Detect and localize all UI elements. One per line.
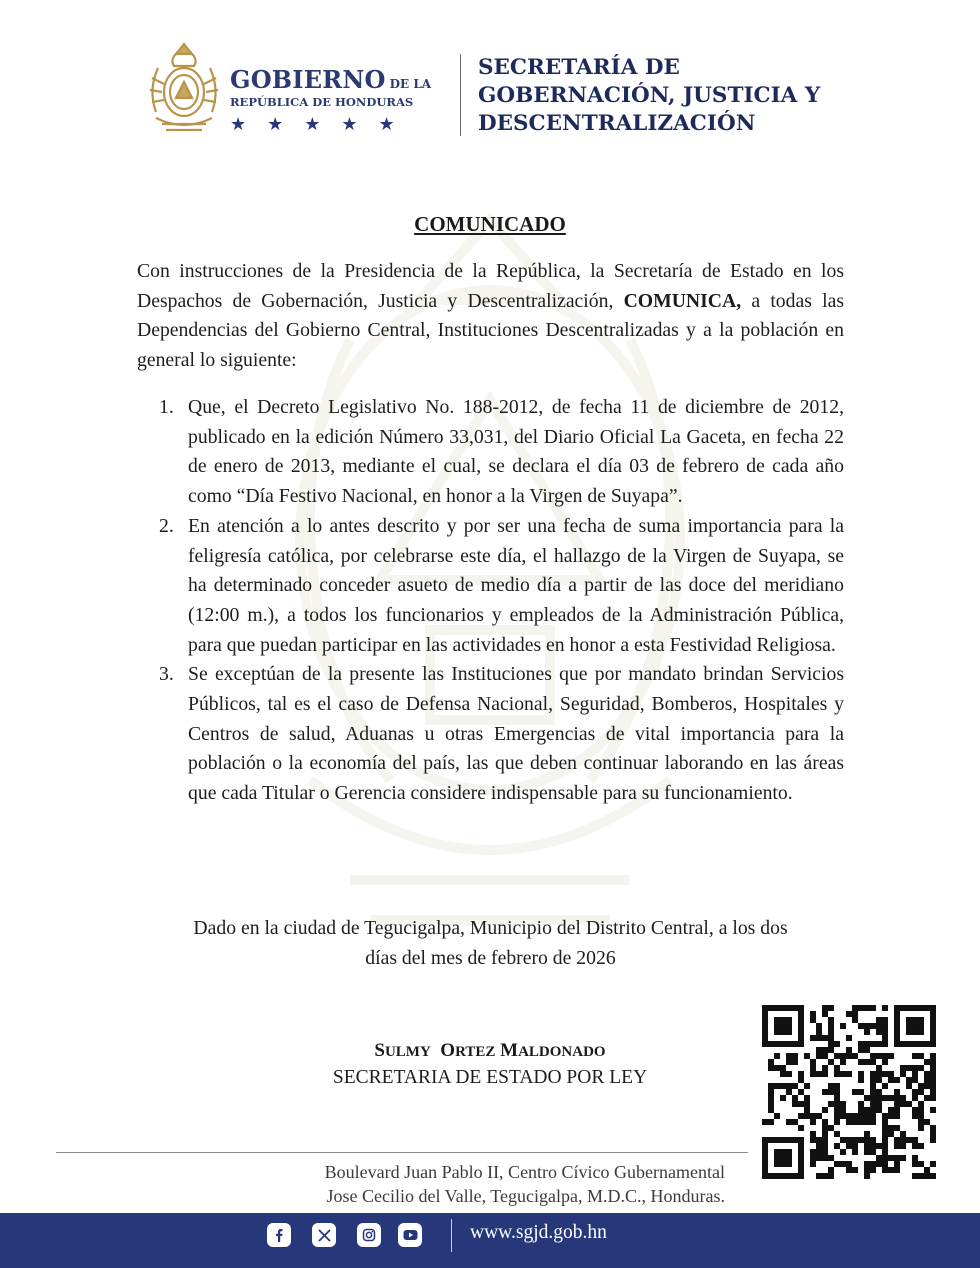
instagram-icon[interactable] bbox=[357, 1223, 381, 1247]
address-block bbox=[220, 1160, 725, 1208]
letterhead bbox=[144, 40, 864, 140]
list-number: 3. bbox=[159, 663, 174, 686]
numbered-list bbox=[137, 393, 844, 809]
header-divider bbox=[460, 54, 461, 136]
signatory-title: SECRETARIA DE ESTADO POR LEY bbox=[332, 1067, 648, 1088]
gobierno-word: GOBIERNO bbox=[230, 65, 386, 94]
website-link[interactable]: www.sgjd.gob.hn bbox=[470, 1222, 607, 1243]
list-number: 2. bbox=[159, 514, 174, 537]
coat-of-arms-logo bbox=[144, 40, 224, 138]
list-item-text: Que, el Decreto Legislativo No. 188-2012, de fecha 11 de diciembre de 2012, publicado en la edición Número 33,031, del Diario Oficial La Gaceta, en fecha 22 de enero de 2013, mediante el cual, se declara el día 03 de febrero de cada año como “Día Festivo Nacional, en honor a la Virgen de Suyapa”. bbox=[188, 396, 844, 508]
list-item-text: Se exceptúan de la presente las Instituciones que por mandato brindan Servicios Públicos, tal es el caso de Defensa Nacional, Seguridad, Bomberos, Hospitales y Centros de salud, Aduanas u otras Emergencias de vital importancia para la población o la economía del país, las que deben continuar laborando en las áreas que cada Titular o Gerencia considere indispensable para su funcionamiento. bbox=[188, 663, 844, 805]
government-name bbox=[230, 65, 450, 135]
intro-paragraph bbox=[137, 257, 844, 376]
list-item bbox=[137, 660, 844, 809]
secretaria-line-1: SECRETARÍA DE bbox=[478, 55, 680, 80]
de-la-text: DE LA bbox=[389, 77, 432, 91]
address-line-2: Jose Cecilio del Valle, Tegucigalpa, M.D.C., Honduras. bbox=[326, 1186, 725, 1206]
secretaria-line-2: GOBERNACIÓN, JUSTICIA Y bbox=[478, 83, 821, 108]
list-item-text: En atención a lo antes descrito y por ser una fecha de suma importancia para la feligresía católica, por celebrarse este día, el hallazgo de la Virgen de Suyapa, se ha determinado conceder asueto de medio día a partir de las doce del meridiano (12:00 m.), a todos los funcionarios y empleados de la Administración Pública, para que puedan participar en las actividades en honor a esta Festividad Religiosa. bbox=[188, 514, 844, 656]
list-number: 1. bbox=[159, 396, 174, 418]
footer-divider-line bbox=[56, 1152, 748, 1153]
intro-text-1: Con instrucciones de la Presidencia de la República, la Secretaría de Estado en los Despachos de Gobernación, Justicia y Descentralización, bbox=[137, 260, 844, 312]
secretaria-name bbox=[478, 54, 820, 138]
x-icon[interactable] bbox=[312, 1223, 336, 1247]
document-title: COMUNICADO bbox=[414, 212, 566, 236]
secretaria-line-3: DESCENTRALIZACIÓN bbox=[478, 111, 756, 136]
intro-text-2: a todas las Dependencias del Gobierno Central, Instituciones Descentralizadas y a la población en general lo siguiente: bbox=[137, 289, 844, 372]
republica-text: REPÚBLICA DE HONDURAS bbox=[230, 95, 414, 109]
closing-line-2: días del mes de febrero de 2026 bbox=[365, 946, 616, 969]
facebook-icon[interactable] bbox=[267, 1223, 291, 1247]
footer-bar-divider bbox=[451, 1219, 452, 1252]
closing-line-1: Dado en la ciudad de Tegucigalpa, Municipio del Distrito Central, a los dos bbox=[193, 917, 788, 939]
address-line-1: Boulevard Juan Pablo II, Centro Cívico Gubernamental bbox=[324, 1162, 725, 1182]
list-item bbox=[137, 393, 844, 512]
stars-row: ★★★★★ bbox=[230, 114, 416, 134]
signatory-name: SULMY ORTEZ MALDONADO bbox=[374, 1040, 606, 1061]
list-item bbox=[137, 512, 844, 661]
youtube-icon[interactable] bbox=[398, 1223, 422, 1247]
intro-bold-text: COMUNICA, bbox=[623, 289, 742, 312]
closing-paragraph bbox=[137, 914, 844, 973]
qr-code[interactable] bbox=[762, 1005, 936, 1179]
